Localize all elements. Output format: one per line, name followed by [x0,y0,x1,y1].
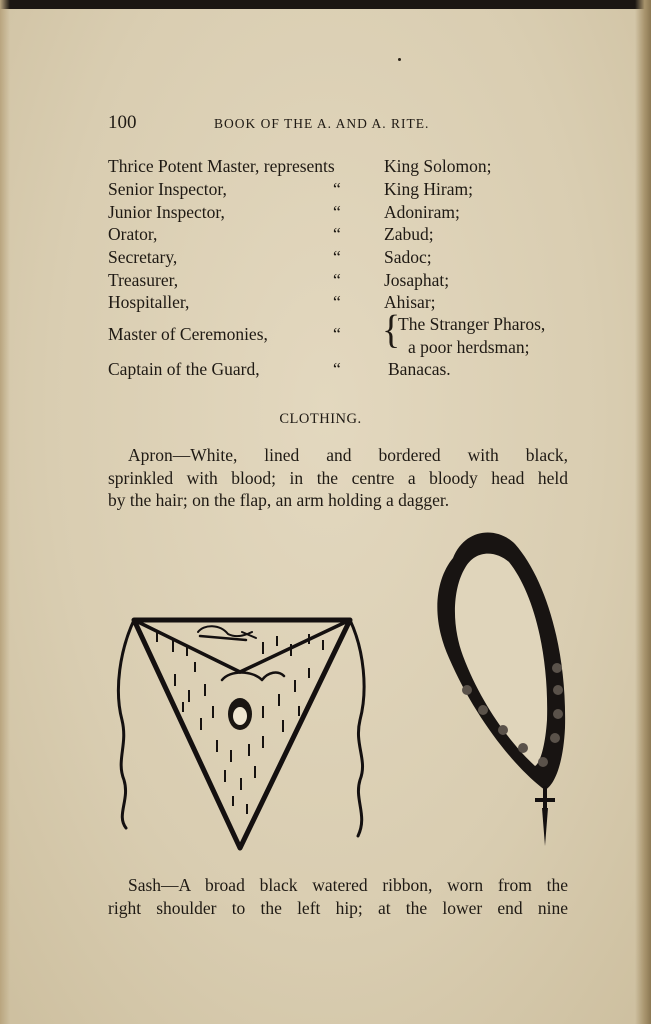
officer-represents: King Hiram; [384,179,473,199]
officer-represents: Josaphat; [384,270,450,290]
ditto-mark: “ [333,324,341,344]
officer-role: Secretary, [108,247,178,267]
brace-symbol: { [382,307,401,353]
officer-represents-line2: a poor herdsman; [408,337,530,357]
apron-illustration [112,610,372,860]
ditto-mark: “ [333,247,341,267]
officer-role: Junior Inspector, [108,202,225,222]
paragraph-line: by the hair; on the flap, an arm holding a dagger. [108,490,450,510]
paragraph-line: right shoulder to the left hip; at the lower end nine [108,897,568,918]
running-head: BOOK OF THE A. AND A. RITE. [214,116,430,131]
officer-represents: King Solomon; [384,156,492,176]
officer-represents: Adoniram; [384,202,460,222]
page-left-shadow [0,0,10,1024]
section-title: CLOTHING. [279,411,362,427]
officer-row [108,292,578,314]
officer-row [108,270,578,292]
officer-role: Thrice Potent Master, represents [108,156,335,176]
officer-role: Master of Ceremonies, [108,324,268,344]
officer-row [108,359,578,381]
officer-role: Captain of the Guard, [108,359,260,379]
officer-represents-line1: The Stranger Pharos, [398,314,546,334]
ditto-mark: “ [333,179,341,199]
sash-paragraph [108,874,568,919]
apron-paragraph [108,444,568,512]
officer-represents: Sadoc; [384,247,432,267]
officer-role: Senior Inspector, [108,179,227,199]
paragraph-line: Sash—A broad black watered ribbon, worn from the [128,875,568,895]
officer-role: Orator, [108,224,158,244]
ditto-mark: “ [333,202,341,222]
ink-speck [398,58,401,61]
ditto-mark: “ [333,224,341,244]
officer-row [108,224,578,246]
ditto-mark: “ [333,359,341,379]
page-number: 100 [108,112,137,133]
page-header [108,112,568,136]
paragraph-line: Apron—White, lined and bordered with black, [128,445,568,465]
officer-represents: Ahisar; [384,292,436,312]
ditto-mark: “ [333,292,341,312]
officer-row [108,156,578,178]
paragraph-line: sprinkled with blood; in the centre a bloody head held [108,467,568,488]
sash-illustration [425,528,575,850]
officer-row [108,179,578,201]
officer-role: Treasurer, [108,270,179,290]
ditto-mark: “ [333,270,341,290]
officer-represents: Banacas. [388,359,451,379]
scan-top-border [0,0,651,9]
officer-row [108,247,578,269]
officer-role: Hospitaller, [108,292,190,312]
officer-row [108,202,578,224]
page-right-edge [635,0,651,1024]
officer-represents: Zabud; [384,224,434,244]
